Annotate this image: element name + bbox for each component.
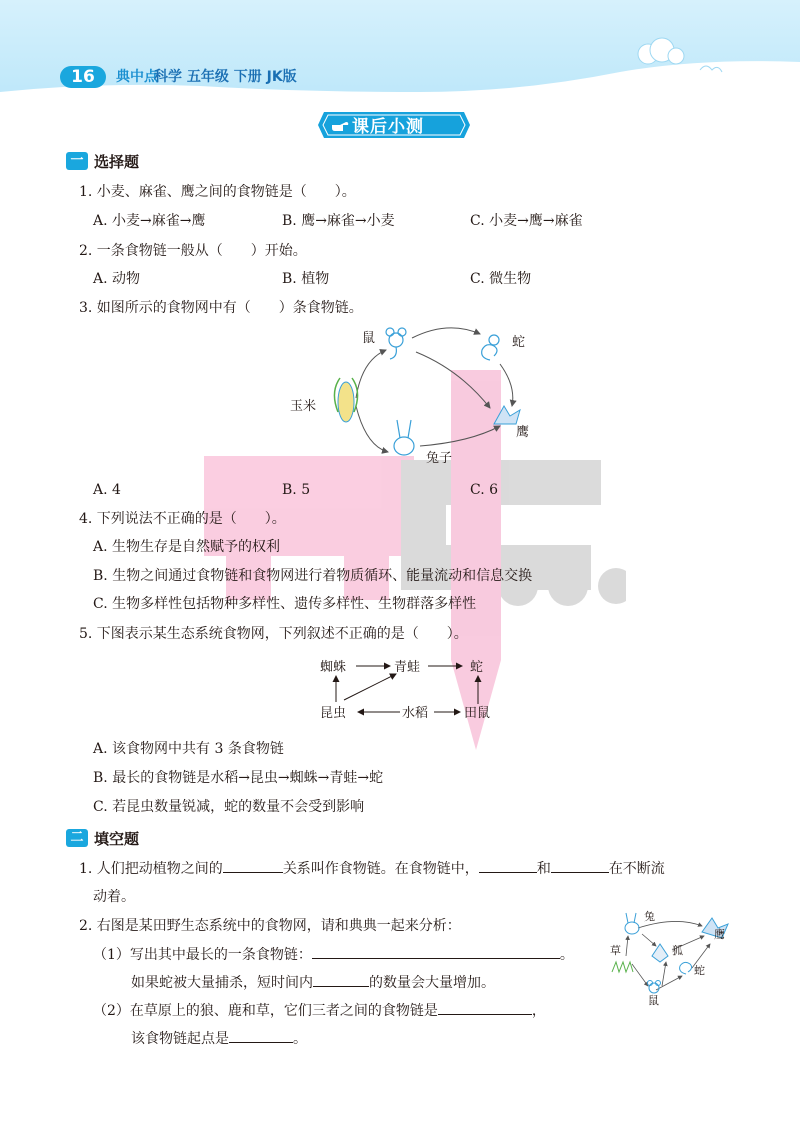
question-fill-1-cont: 动着。	[93, 889, 135, 905]
food-web-diagram	[280, 320, 540, 470]
question-stem: 2. 右图是某田野生态系统中的食物网，请和典典一起来分析：	[79, 918, 461, 934]
banner-title: 课后小测	[352, 117, 424, 137]
question-stem: 1. 小麦、麻雀、鹰之间的食物链是（ ）。	[79, 184, 356, 200]
option-b: B. 最长的食物链是水稻→昆虫→蜘蛛→青蛙→蛇	[93, 770, 384, 786]
sub-question-2a: （2）在草原上的狼、鹿和草，它们三者之间的食物链是 ，	[93, 1000, 546, 1021]
sub-question-1b: 如果蛇被大量捕杀，短时间内 的数量会大量增加。	[131, 972, 495, 993]
rabbit-icon	[625, 913, 639, 934]
snake-icon	[482, 335, 499, 360]
option-a: A. 4	[93, 482, 121, 498]
sub-question-1a: （1）写出其中最长的一条食物链： 。	[93, 944, 574, 965]
option-c: C. 小麦→鹰→麻雀	[470, 213, 583, 229]
label-insect: 昆虫	[320, 706, 347, 721]
rabbit-icon	[394, 420, 414, 455]
label-frog: 青蛙	[394, 660, 421, 675]
answer-blank[interactable]	[551, 858, 609, 873]
mouse-icon	[386, 328, 406, 359]
label-corn: 玉米	[290, 399, 317, 414]
grass-icon	[612, 962, 633, 972]
section-number: 二	[66, 829, 88, 847]
book-subject: 科学 五年级 下册 JK版	[154, 69, 297, 85]
label-fox: 狐	[672, 944, 683, 957]
option-a: A. 该食物网中共有 3 条食物链	[93, 741, 284, 757]
option-c: C. 若昆虫数量锐减，蛇的数量不会受到影响	[93, 799, 365, 815]
option-c: C. 6	[470, 482, 499, 498]
section-title: 填空题	[94, 830, 140, 848]
label-eagle: 鹰	[516, 425, 530, 440]
section-number: 一	[66, 152, 88, 170]
field-food-web-diagram	[606, 906, 736, 1006]
question-stem: 4. 下列说法不正确的是（ ）。	[79, 511, 286, 527]
answer-blank[interactable]	[312, 944, 560, 959]
option-a: A. 小麦→麻雀→鹰	[93, 213, 206, 229]
label-rabbit: 兔子	[426, 451, 453, 466]
label-vole: 田鼠	[464, 706, 491, 721]
label-rice: 水稻	[402, 706, 429, 721]
option-a: A. 动物	[93, 271, 141, 287]
answer-blank[interactable]	[479, 858, 537, 873]
answer-blank[interactable]	[223, 858, 283, 873]
answer-blank[interactable]	[438, 1000, 532, 1015]
label-snake: 蛇	[470, 660, 484, 675]
brand-logo: 典中点	[116, 69, 158, 85]
sub-question-2b: 该食物链起点是 。	[131, 1028, 307, 1049]
label-grass: 草	[610, 944, 621, 957]
question-stem: 5. 下图表示某生态系统食物网，下列叙述不正确的是（ ）。	[79, 626, 468, 642]
option-c: C. 微生物	[470, 271, 532, 287]
question-stem: 2. 一条食物链一般从（ ）开始。	[79, 243, 307, 259]
label-spider: 蜘蛛	[320, 660, 347, 675]
label-eagle: 鹰	[714, 928, 725, 941]
label-snake: 蛇	[512, 335, 526, 350]
label-snake: 蛇	[694, 964, 705, 977]
question-stem: 3. 如图所示的食物网中有（ ）条食物链。	[79, 300, 363, 316]
option-b: B. 5	[282, 482, 311, 498]
eagle-icon	[494, 406, 520, 424]
mouse-icon	[648, 981, 661, 994]
label-rabbit: 兔	[644, 910, 655, 923]
option-c: C. 生物多样性包括物种多样性、遗传多样性、生物群落多样性	[93, 596, 477, 612]
answer-blank[interactable]	[313, 972, 369, 987]
rice-food-web-diagram	[316, 654, 516, 726]
fox-icon	[652, 944, 668, 962]
option-b: B. 生物之间通过食物链和食物网进行着物质循环、能量流动和信息交换	[93, 568, 533, 584]
corn-icon	[334, 378, 357, 422]
label-mouse: 鼠	[362, 331, 376, 346]
option-b: B. 鹰→麻雀→小麦	[282, 213, 395, 229]
option-b: B. 植物	[282, 271, 330, 287]
answer-blank[interactable]	[229, 1028, 293, 1043]
page-number: 16	[60, 66, 106, 88]
question-fill-1: 1. 人们把动植物之间的 关系叫作食物链。在食物链中， 和 在不断流	[79, 858, 665, 879]
section-title: 选择题	[94, 153, 140, 171]
header-band	[0, 0, 800, 104]
label-mouse: 鼠	[648, 994, 659, 1006]
option-a: A. 生物生存是自然赋予的权利	[93, 539, 281, 555]
snake-icon	[680, 962, 692, 974]
